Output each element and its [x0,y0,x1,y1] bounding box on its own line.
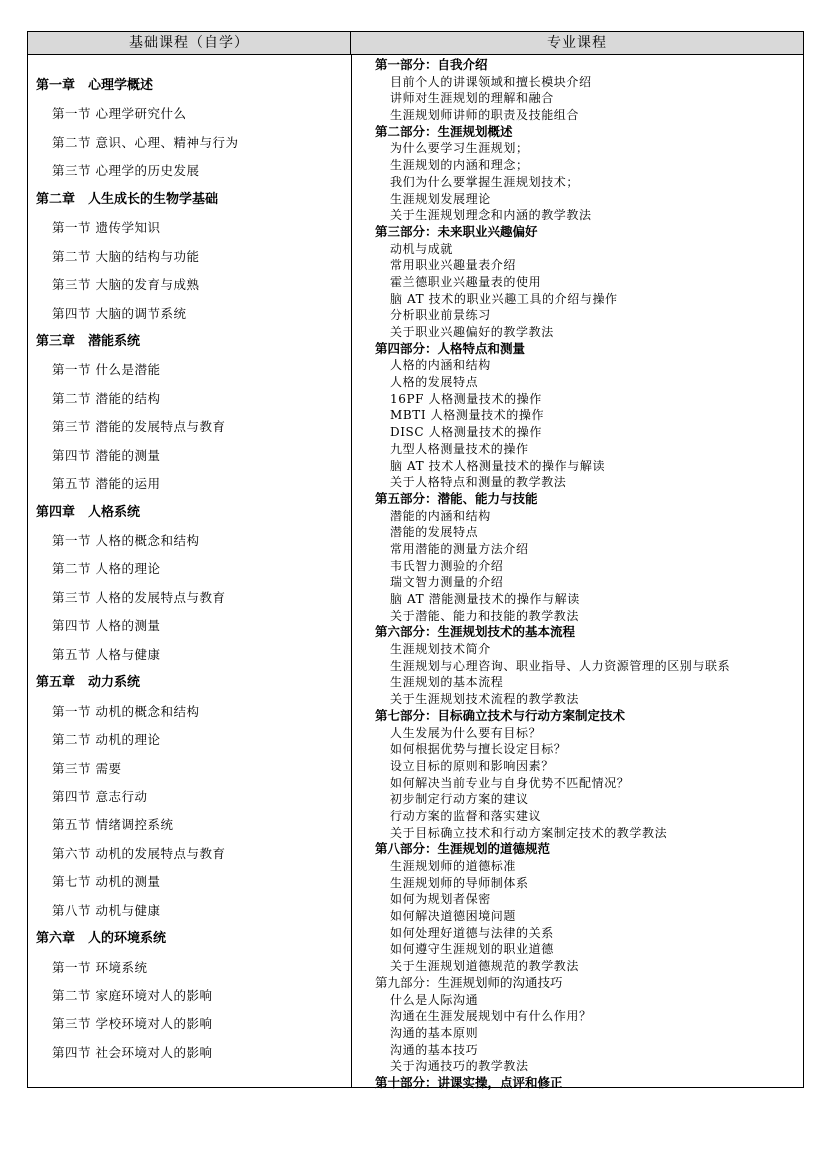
section-item: 第一节 遗传学知识 [52,220,161,236]
section-item: 第四节 意志行动 [52,788,148,804]
header-professional-course: 专业课程 [351,32,803,55]
basic-course-column [28,72,350,1067]
section-item: 第四节 潜能的测量 [52,447,161,463]
part-item: 关于人格特点和测量的教学教法 [390,475,567,490]
part-item: 如何解决当前专业与自身优势不匹配情况？ [390,775,630,790]
part-item: 如何根据优势与擅长设定目标？ [390,742,567,757]
part-item: 生涯规划技术简介 [390,642,491,657]
part-item: 沟通的基本原则 [390,1025,479,1040]
part-item: 潜能的发展特点 [390,525,479,540]
section-item: 第二节 家庭环境对人的影响 [52,988,213,1003]
section-item: 第一节 什么是潜能 [52,362,161,378]
part-title: 第三部分：未来职业兴趣偏好 [375,223,538,239]
part-item: 什么是人际沟通 [390,992,479,1007]
chapter-title: 第二章 人生成长的生物学基础 [36,191,219,207]
part-item: 人格的发展特点 [390,375,479,390]
part-item: 如何解决道德困境问题 [390,909,517,924]
section-item: 第二节 潜能的结构 [52,390,161,406]
part-item: 如何遵守生涯规划的职业道德 [390,942,554,957]
part-title: 第十部分：讲课实操，点评和修正 [375,1074,563,1090]
chapter-title: 第一章 心理学概述 [36,78,154,93]
part-item: 设立目标的原则和影响因素？ [390,758,554,773]
part-item: 生涯规划的基本流程 [390,675,504,690]
part-item: 沟通在生涯发展规划中有什么作用？ [390,1009,592,1024]
chapter-title: 第三章 潜能系统 [36,333,141,349]
section-item: 第一节 环境系统 [52,959,148,975]
section-item: 第四节 人格的测量 [52,618,161,634]
part-item: 关于职业兴趣偏好的教学教法 [390,325,554,339]
part-item: 初步制定行动方案的建议 [390,792,529,807]
part-item: 沟通的基本技巧 [390,1042,479,1057]
part-item: 生涯规划发展理论 [390,191,491,206]
section-item: 第四节 大脑的调节系统 [52,305,187,321]
part-item: 生涯规划与心理咨询、职业指导、人力资源管理的区别与联系 [390,658,731,673]
part-item: 16PF 人格测量技术的操作 [390,391,542,406]
section-item: 第一节 动机的概念和结构 [52,703,200,719]
chapter-title: 第六章 人的环境系统 [36,931,167,947]
part-item: 讲师对生涯规划的理解和融合 [390,91,554,106]
part-item: 关于沟通技巧的教学教法 [390,1059,529,1074]
part-title: 第九部分：生涯规划师的沟通技巧 [375,974,563,990]
section-item: 第三节 学校环境对人的影响 [52,1016,213,1032]
part-item: 脑 AT 潜能测量技术的操作与解读 [390,592,580,606]
professional-course-column [352,57,804,1092]
part-item: 分析职业前景练习 [390,308,491,323]
part-title: 第八部分：生涯规划的道德规范 [375,841,551,857]
section-item: 第四节 社会环境对人的影响 [52,1044,213,1060]
part-item: 如何处理好道德与法律的关系 [390,925,554,940]
part-title: 第二部分：生涯规划概述 [375,123,513,139]
part-item: 如何为规划者保密 [390,892,491,907]
section-item: 第三节 心理学的历史发展 [52,163,200,179]
section-item: 第二节 人格的理论 [52,561,161,577]
part-item: 脑 AT 技术的职业兴趣工具的介绍与操作 [390,291,618,306]
part-item: 关于生涯规划道德规范的教学教法 [390,959,580,974]
part-item: 生涯规划师讲师的职责及技能组合 [390,108,580,123]
part-title: 第五部分：潜能、能力与技能 [375,490,538,506]
part-item: 目前个人的讲课领域和擅长模块介绍 [390,74,592,89]
part-item: 生涯规划师的导师制体系 [390,875,529,890]
section-item: 第五节 情绪调控系统 [52,817,174,833]
part-item: 行动方案的监督和落实建议 [390,808,542,823]
part-item: MBTI 人格测量技术的操作 [390,408,545,423]
section-item: 第三节 潜能的发展特点与教育 [52,419,226,435]
part-title: 第六部分：生涯规划技术的基本流程 [375,624,576,640]
part-title: 第一部分：自我介绍 [375,57,488,72]
section-item: 第二节 动机的理论 [52,732,161,748]
section-item: 第三节 大脑的发育与成熟 [52,277,200,293]
header-basic-course: 基础课程（自学） [28,32,351,55]
section-item: 第八节 动机与健康 [52,902,161,918]
part-item: 瑞文智力测量的介绍 [390,575,504,590]
section-item: 第一节 心理学研究什么 [52,106,187,122]
section-item: 第五节 潜能的运用 [52,476,161,492]
course-table [27,31,804,1088]
section-item: 第二节 大脑的结构与功能 [52,248,200,264]
part-item: 常用潜能的测量方法介绍 [390,541,529,556]
part-item: 关于生涯规划理念和内涵的教学教法 [390,208,592,223]
chapter-title: 第四章 人格系统 [36,504,141,520]
part-item: 霍兰德职业兴趣量表的使用 [390,274,542,289]
part-item: 潜能的内涵和结构 [390,508,491,523]
part-item: 韦氏智力测验的介绍 [390,558,504,573]
part-item: 人生发展为什么要有目标？ [390,725,542,740]
section-item: 第一节 人格的概念和结构 [52,533,200,548]
section-item: 第三节 需要 [52,760,122,776]
part-title: 第七部分：目标确立技术与行动方案制定技术 [375,707,626,723]
chapter-title: 第五章 动力系统 [36,675,141,691]
part-item: 动机与成就 [390,241,454,256]
section-item: 第七节 动机的测量 [52,874,161,890]
part-item: 生涯规划师的道德标准 [390,859,517,873]
part-item: 脑 AT 技术人格测量技术的操作与解读 [390,458,606,473]
part-item: 关于潜能、能力和技能的教学教法 [390,608,580,623]
section-item: 第二节 意识、心理、精神与行为 [52,134,239,150]
part-item: DISC 人格测量技术的操作 [390,425,542,440]
section-item: 第五节 人格与健康 [52,646,161,662]
part-item: 我们为什么要掌握生涯规划技术； [390,174,580,189]
part-item: 生涯规划的内涵和理念； [390,158,529,173]
part-item: 为什么要学习生涯规划； [390,141,529,156]
section-item: 第三节 人格的发展特点与教育 [52,589,226,605]
section-item: 第六节 动机的发展特点与教育 [52,845,226,861]
part-title: 第四部分：人格特点和测量 [375,340,526,356]
part-item: 九型人格测量技术的操作 [390,441,529,456]
part-item: 关于生涯规划技术流程的教学教法 [390,692,580,707]
part-item: 关于目标确立技术和行动方案制定技术的教学教法 [390,825,668,840]
part-item: 常用职业兴趣量表介绍 [390,258,517,273]
part-item: 人格的内涵和结构 [390,358,491,373]
